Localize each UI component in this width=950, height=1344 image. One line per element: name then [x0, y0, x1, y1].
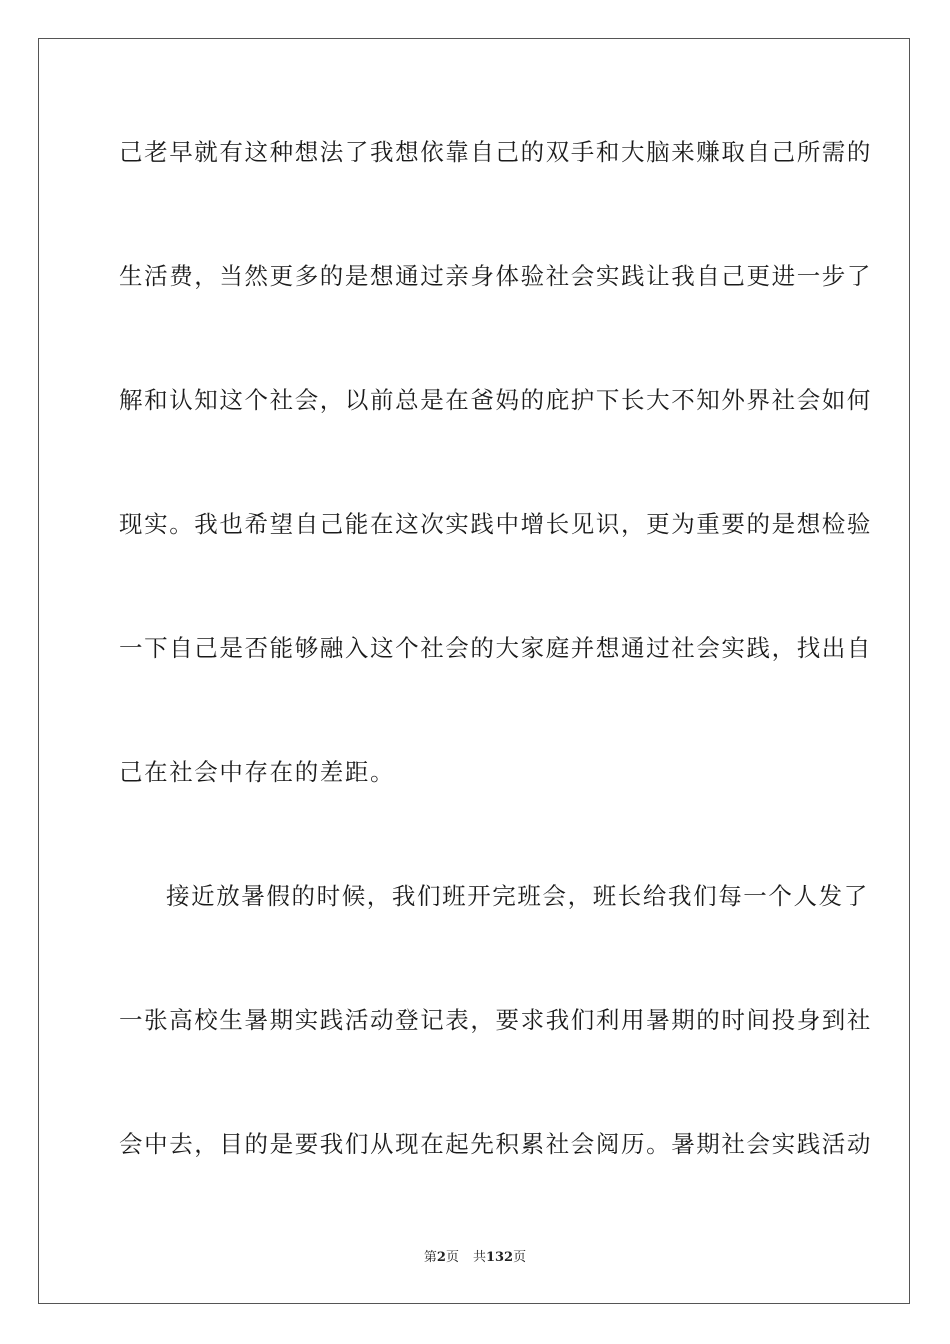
text-line: 己老早就有这种想法了我想依靠自己的双手和大脑来赚取自己所需的	[119, 138, 872, 166]
text-line: 一张高校生暑期实践活动登记表，要求我们利用暑期的时间投身到社	[119, 1006, 872, 1034]
document-body	[119, 128, 872, 1244]
page-unit: 页	[445, 1250, 459, 1265]
text-line: 现实。我也希望自己能在这次实践中增长见识，更为重要的是想检验	[119, 510, 872, 538]
text-line: 生活费，当然更多的是想通过亲身体验社会实践让我自己更进一步了	[119, 262, 872, 290]
text-line-paragraph-end: 己在社会中存在的差距。	[119, 758, 396, 786]
total-unit: 页	[513, 1250, 527, 1265]
page-footer	[0, 1246, 950, 1265]
text-line: 一下自己是否能够融入这个社会的大家庭并想通过社会实践，找出自	[119, 634, 872, 662]
text-line-paragraph-start: 接近放暑假的时候，我们班开完班会，班长给我们每一个人发了	[166, 882, 869, 910]
total-prefix: 共	[472, 1250, 486, 1265]
page-prefix: 第	[423, 1250, 437, 1265]
total-page-count: 132	[485, 1250, 514, 1265]
text-line: 解和认知这个社会，以前总是在爸妈的庇护下长大不知外界社会如何	[119, 386, 872, 414]
current-page-number: 2	[436, 1250, 446, 1265]
text-line: 会中去，目的是要我们从现在起先积累社会阅历。暑期社会实践活动	[119, 1130, 872, 1158]
